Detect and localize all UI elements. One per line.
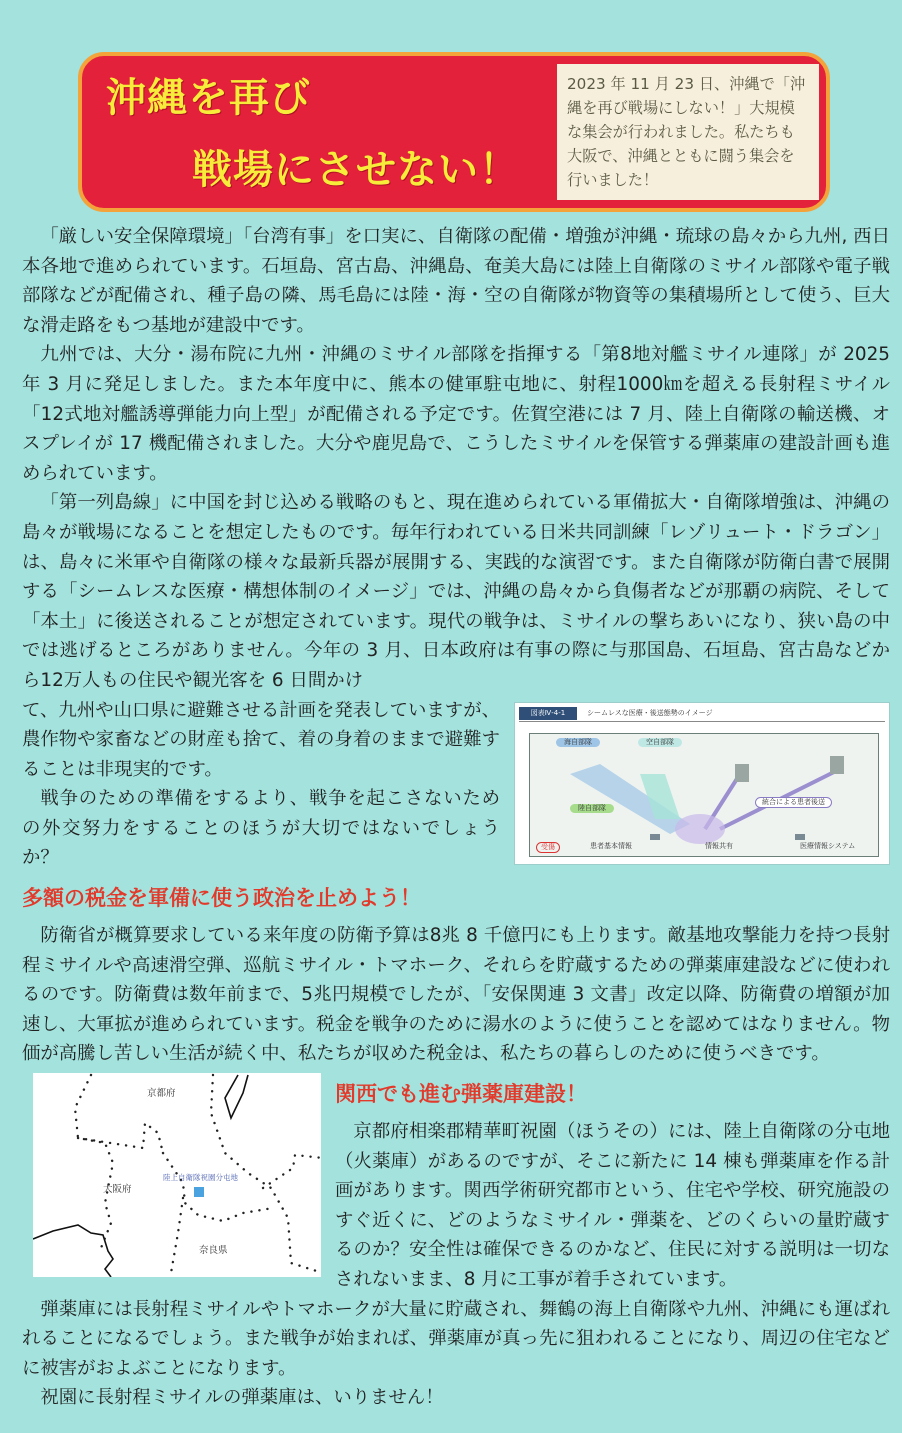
figure-caption: シームレスな医療・後送態勢のイメージ bbox=[587, 708, 713, 717]
figure-artwork bbox=[530, 734, 878, 856]
intro-paragraph-4: 戦争のための準備をするより、戦争を起こさないための外交努力をすることのほうが大切ではないでしょうか？ bbox=[22, 788, 500, 869]
figure-tag: 図表Ⅳ-4-1 bbox=[519, 707, 577, 720]
heading-kansai: 関西でも進む弾薬庫建設！ bbox=[335, 1082, 587, 1107]
kansai-closing: 祝園に長射程ミサイルの弾薬庫は、いりません！ bbox=[40, 1387, 444, 1409]
title-line-2: 戦場にさせない！ bbox=[192, 147, 520, 193]
hosono-map bbox=[33, 1073, 321, 1277]
kansai-paragraph-1: 京都府相楽郡精華町祝園（ほうその）には、陸上自衛隊の分屯地（火薬庫）があるのですが、そこに新たに 14 棟も弾薬庫を作る計画があります。関西学術研究都市という、住宅や学校、研究施設のすぐ近くに、どのようなミサイル・弾薬を、どのくらいの量貯蔵するのか？安全性は確保できるのかなど、住民に対する説明は一切なされないまま、8 月に工事が着手されています。 bbox=[335, 1121, 890, 1290]
intro-paragraph-2: 九州では、大分・湯布院に九州・沖縄のミサイル部隊を指揮する「第8地対艦ミサイル連隊」が 2025 年 3 月に発足しました。また本年度中に、熊本の健軍駐屯地に、射程1000㎞を超える長射程ミサイル「12式地対艦誘導弾能力向上型」が配備される予定です。佐賀空港には 7 月、陸上自衛隊の輸送機、オスプレイが 17 機配備されました。大分や鹿児島で、こうしたミサイルを保管する弾薬庫の建設計画も進められています。 bbox=[22, 344, 890, 484]
base-marker bbox=[194, 1187, 204, 1197]
label-army: 陸自部隊 bbox=[570, 804, 614, 813]
label-air: 空自部隊 bbox=[638, 738, 682, 747]
figure-diagram bbox=[529, 733, 879, 857]
seamless-medical-figure bbox=[514, 702, 890, 865]
tax-paragraph: 防衛省が概算要求している来年度の防衛予算は8兆 8 千億円にも上ります。敵基地攻撃能力を持つ長射程ミサイルや高速滑空弾、巡航ミサイル・トマホーク、それらを貯蔵するための弾薬庫建設などに使われるのです。防衛費は数年前まで、5兆円規模でしたが、「安保関連 3 文書」改定以降、防衛費の増額が加速し、大軍拡が進められています。税金を戦争のために湯水のように使うことを認めてはなりません。物価が高騰し苦しい生活が続く中、私たちが収めた税金は、私たちの暮らしのために使うべきです。 bbox=[22, 925, 890, 1065]
rally-note: 2023 年 11 月 23 日、沖縄で「沖縄を再び戦場にしない！」大規模な集会が行われました。私たちも大阪で、沖縄とともに闘う集会を行いました！ bbox=[557, 64, 819, 200]
intro-paragraph-3-cont: て、九州や山口県に避難させる計画を発表していますが、農作物や家畜などの財産も捨て、着の身着のままで避難することは非現実的です。 bbox=[22, 699, 500, 780]
intro-paragraph-3: 「第一列島線」に中国を封じ込める戦略のもと、現在進められている軍備拡大・自衛隊増強は、沖縄の島々が戦場になることを想定したものです。毎年行われている日米共同訓練「レゾリュート・ドラゴン」は、島々に米軍や自衛隊の様々な最新兵器が展開する、実践的な演習です。また自衛隊が防衛白書で展開する「シームレスな医療・構想体制のイメージ」では、沖縄の島々から負傷者などが那覇の病院、そして「本土」に後送されることが想定されています。現代の戦争は、ミサイルの撃ちあいになり、狭い島の中では逃げるところがありません。今年の 3 月、日本政府は有事の際に与那国島、石垣島、宮古島などから12万人もの住民や観光客を 6 日間かけ bbox=[22, 492, 890, 691]
main-content bbox=[22, 222, 890, 1413]
map-label-base: 陸上自衛隊祝園分屯地 bbox=[163, 1173, 238, 1183]
kansai-paragraph-2: 弾薬庫には長射程ミサイルやトマホークが大量に貯蔵され、舞鶴の海上自衛隊や九州、沖縄にも運ばれれることになるでしょう。また戦争が始まれば、弾薬庫が真っ先に狙われることになり、周辺の住宅などに被害がおよぶことになります。 bbox=[22, 1298, 890, 1379]
figure-divider bbox=[519, 721, 885, 722]
map-label-osaka: 大阪府 bbox=[103, 1184, 132, 1196]
label-info-share: 情報共有 bbox=[705, 841, 733, 850]
label-origin: 受傷 bbox=[536, 842, 560, 853]
title-line-1: 沖縄を再び bbox=[106, 75, 311, 121]
map-label-kyoto: 京都府 bbox=[147, 1088, 176, 1100]
label-system: 医療情報システム bbox=[800, 841, 856, 850]
header-banner bbox=[78, 52, 830, 212]
label-navy: 海自部隊 bbox=[556, 738, 600, 747]
label-transfer: 統合による患者後送 bbox=[755, 797, 832, 808]
map-label-nara: 奈良県 bbox=[199, 1245, 228, 1257]
heading-tax: 多額の税金を軍備に使う政治を止めよう！ bbox=[22, 886, 421, 911]
label-patient-info: 患者基本情報 bbox=[590, 841, 632, 850]
intro-paragraph-1: 「厳しい安全保障環境」「台湾有事」を口実に、自衛隊の配備・増強が沖縄・琉球の島々から九州, 西日本各地で進められています。石垣島、宮古島、沖縄島、奄美大島には陸上自衛隊のミサイル部隊や電子戦部隊などが配備され、種子島の隣、馬毛島には陸・海・空の自衛隊が物資等の集積場所として使う、巨大な滑走路をもつ基地が建設中です。 bbox=[22, 226, 890, 336]
